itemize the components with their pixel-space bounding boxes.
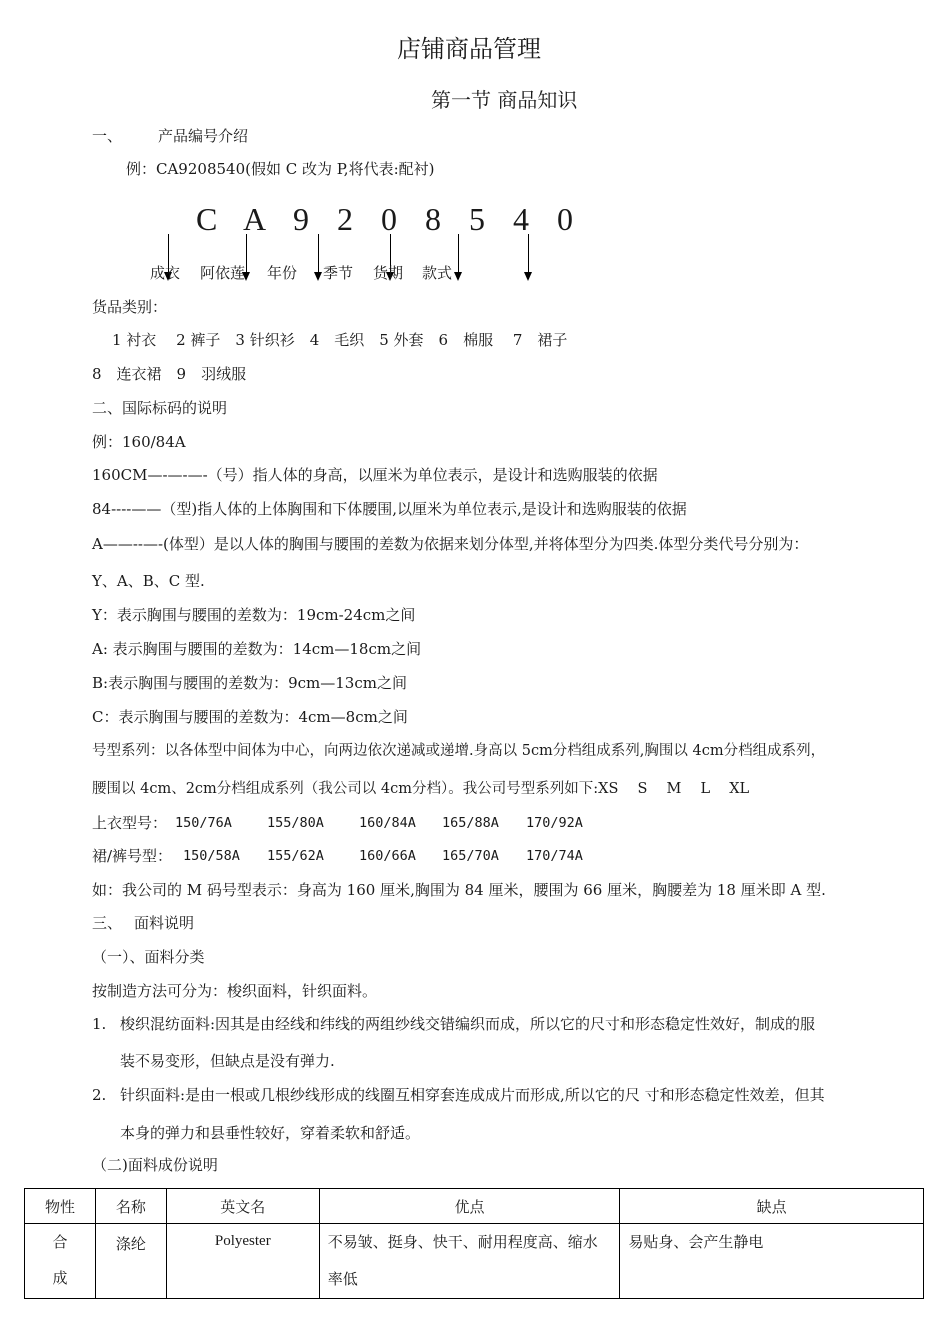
property-char: 合 xyxy=(52,1233,68,1251)
english-text: Polyester xyxy=(214,1233,271,1249)
code-label: 货期 xyxy=(373,264,404,282)
bottoms-size: 165/70A xyxy=(442,848,499,864)
height-explanation: 160CM—-—-—-（号）指人体的身高，以厘米为单位表示，是设计和选购服装的依据 xyxy=(92,466,658,484)
subsection-1: （一）、面料分类 xyxy=(92,948,205,966)
category-line: 1 衬衣 2 裤子 3 针织衫 4 毛织 5 外套 6 棉服 7 裙子 xyxy=(112,331,568,349)
code-label: 阿依莲 xyxy=(200,264,246,282)
bottoms-label: 裙/裤号型： xyxy=(92,847,173,865)
code-letter: 4 xyxy=(513,201,529,237)
tops-size: 150/76A xyxy=(175,815,232,831)
down-arrow-icon xyxy=(318,234,319,279)
body-type-explanation: A——--—-(体型）是以人体的胸围与腰围的差数为依据来划分体型,并将体型分为四类.体型分类代号分别为： xyxy=(92,535,809,553)
document-title: 店铺商品管理 xyxy=(397,35,541,63)
property-char: 成 xyxy=(52,1269,68,1287)
code-example: 例：CA9208540(假如 C 改为 P,将代表:配衬) xyxy=(126,160,435,178)
category-line: 8 连衣裙 9 羽绒服 xyxy=(92,365,247,383)
column-header: 名称 xyxy=(95,1189,166,1224)
list-item-text: 梭织混纺面料:因其是由经线和纬线的两组纱线交错编织而成，所以它的尺寸和形态稳定性效好，制成的服 xyxy=(120,1015,816,1033)
column-header: 优点 xyxy=(319,1189,620,1224)
table-row xyxy=(25,1224,924,1299)
code-label: 年份 xyxy=(267,264,298,282)
code-letter: A xyxy=(243,201,267,237)
type-y: Y：表示胸围与腰围的差数为：19cm-24cm之间 xyxy=(92,606,416,624)
list-number: 2. xyxy=(92,1086,107,1104)
down-arrow-icon xyxy=(528,234,529,279)
section-3-number: 三、 xyxy=(92,914,123,932)
down-arrow-icon xyxy=(246,234,247,279)
pros-text: 不易皱、挺身、快干、耐用程度高、缩水率低 xyxy=(327,1233,598,1288)
section-subtitle: 第一节 商品知识 xyxy=(431,88,578,112)
code-letter: 9 xyxy=(293,201,309,237)
type-b: B:表示胸围与腰围的差数为：9cm—13cm之间 xyxy=(92,674,407,692)
bottoms-size: 150/58A xyxy=(183,848,240,864)
list-item-text: 针织面料:是由一根或几根纱线形成的线圈互相穿套连成成片而形成,所以它的尺 寸和形态稳定性效差，但其 xyxy=(120,1086,825,1104)
subsection-2: （二)面料成份说明 xyxy=(92,1156,218,1174)
body-types: Y、A、B、C 型. xyxy=(92,572,205,590)
tops-size: 165/88A xyxy=(442,815,499,831)
m-size-example: 如：我公司的 M 码号型表示：身高为 160 厘米,胸围为 84 厘米，腰围为 66 厘米，胸腰差为 18 厘米即 A 型. xyxy=(92,881,826,899)
category-title: 货品类别： xyxy=(92,298,168,316)
fabric-table xyxy=(24,1188,924,1299)
section-1-title: 产品编号介绍 xyxy=(158,127,249,145)
bust-explanation: 84----——（型)指人体的上体胸围和下体腰围,以厘米为单位表示,是设计和选购服装的依据 xyxy=(92,500,687,518)
code-label: 款式 xyxy=(422,264,453,282)
size-series-text: 号型系列：以各体型中间体为中心，向两边依次递减或递增.身高以 5cm分档组成系列,胸围以 4cm分档组成系列， xyxy=(92,743,826,759)
type-a: A: 表示胸围与腰围的差数为：14cm—18cm之间 xyxy=(92,640,422,658)
code-letter: C xyxy=(196,201,218,237)
code-label: 季节 xyxy=(323,264,354,282)
code-letter: 0 xyxy=(557,201,573,237)
code-letter: 0 xyxy=(381,201,397,237)
list-item-text: 装不易变形，但缺点是没有弹力. xyxy=(120,1052,335,1070)
code-letter: 2 xyxy=(337,201,353,237)
cons-cell xyxy=(620,1224,924,1299)
size-example: 例：160/84A xyxy=(92,433,186,451)
cons-text: 易贴身、会产生静电 xyxy=(628,1233,764,1251)
section-1-number: 一、 xyxy=(92,127,123,145)
type-c: C：表示胸围与腰围的差数为：4cm—8cm之间 xyxy=(92,708,408,726)
column-header: 缺点 xyxy=(620,1189,924,1224)
tops-size: 155/80A xyxy=(267,815,324,831)
english-cell xyxy=(166,1224,319,1299)
code-label: 成衣 xyxy=(150,264,181,282)
tops-label: 上衣型号： xyxy=(92,814,168,832)
list-number: 1. xyxy=(92,1015,107,1033)
pros-cell xyxy=(319,1224,620,1299)
name-text: 涤纶 xyxy=(115,1235,146,1253)
list-item-text: 本身的弹力和县垂性较好，穿着柔软和舒适。 xyxy=(120,1124,421,1142)
bottoms-size: 160/66A xyxy=(359,848,416,864)
section-3-title: 面料说明 xyxy=(134,914,195,932)
name-cell xyxy=(95,1224,166,1299)
column-header: 英文名 xyxy=(166,1189,319,1224)
table-header-row xyxy=(25,1189,924,1224)
size-series-text: 腰围以 4cm、2cm分档组成系列（我公司以 4cm分档）。我公司号型系列如下:XS S M L XL xyxy=(92,781,750,797)
code-letter: 8 xyxy=(425,201,441,237)
section-2-title: 二、国际标码的说明 xyxy=(92,399,228,417)
tops-size: 170/92A xyxy=(526,815,583,831)
down-arrow-icon xyxy=(458,234,459,279)
bottoms-size: 170/74A xyxy=(526,848,583,864)
tops-size: 160/84A xyxy=(359,815,416,831)
manufacturing-method: 按制造方法可分为：梭织面料，针织面料。 xyxy=(92,982,378,1000)
property-cell xyxy=(25,1224,96,1299)
column-header: 物性 xyxy=(25,1189,96,1224)
bottoms-size: 155/62A xyxy=(267,848,324,864)
code-letter: 5 xyxy=(469,201,485,237)
